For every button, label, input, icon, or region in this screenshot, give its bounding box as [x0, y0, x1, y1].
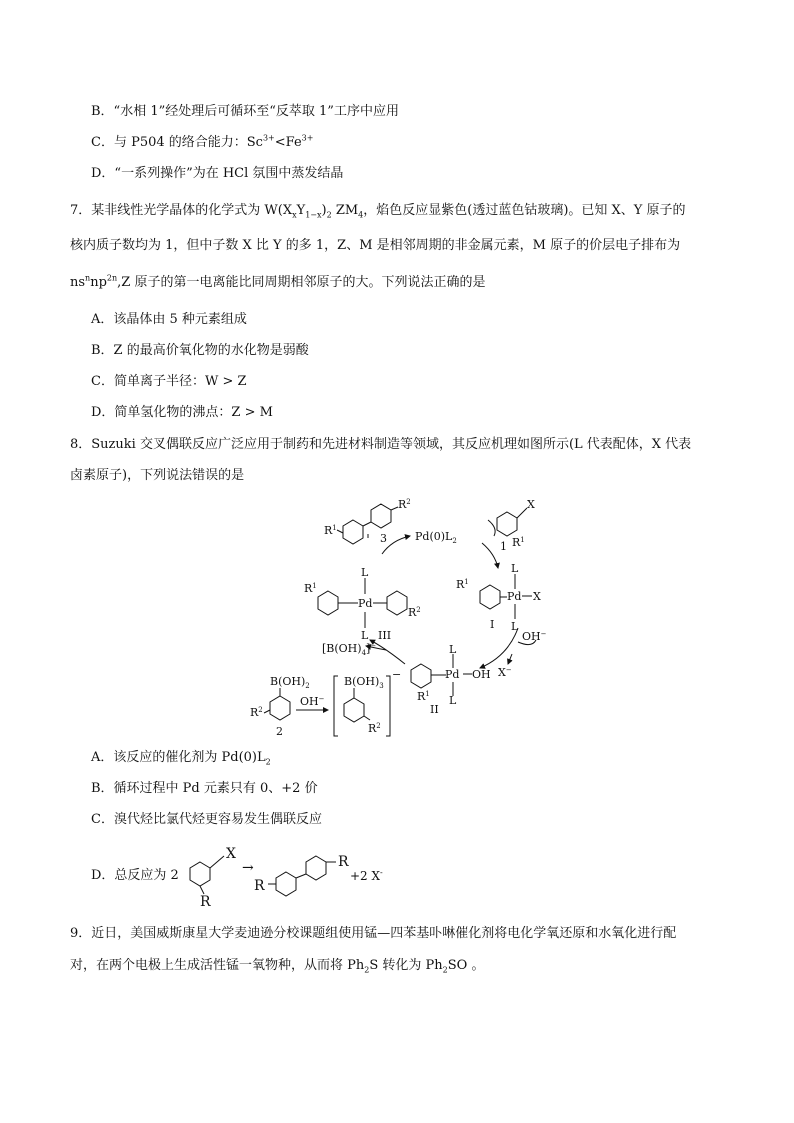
q8-option-b: B．循环过程中 Pd 元素只有 0、+2 价	[91, 781, 318, 796]
i-x: X	[533, 590, 541, 603]
iii-r2: $R^2$	[408, 606, 421, 619]
iii-label: III	[378, 629, 392, 642]
ring-reactant-1	[497, 512, 517, 536]
suzuki-mechanism-diagram	[240, 488, 580, 738]
reactant2-r2: $R^2$	[250, 706, 263, 719]
q7-stem-line1: 7．某非线性光学晶体的化学式为 $W(X_xY_{1-x})_2$ $ZM_4$，焰色反应显紫色(透过蓝色钴玻璃)。已知 X、Y 原子的	[70, 203, 686, 220]
ii-oh: OH	[472, 668, 491, 681]
boronate-boh3: $B(OH)_3$	[344, 675, 384, 690]
d-plus-x: +2 X-	[350, 868, 383, 883]
i-pd: Pd	[507, 590, 522, 603]
q7-stem-line2: 核内质子数均为 1，但中子数 X 比 Y 的多 1，Z、M 是相邻周期的非金属元素，M 原子的价层电子排布为	[70, 238, 681, 253]
ring-iii-right	[387, 591, 407, 615]
ring-iii-left	[318, 591, 338, 615]
catalyst-pd0: $Pd(0)L_2$	[415, 530, 457, 545]
borate-byproduct: $[B(OH)_4]^-$	[322, 642, 377, 657]
i-l-bottom: L	[511, 620, 519, 633]
q8-option-d-text: D．总反应为 2	[91, 868, 179, 883]
ii-pd: Pd	[445, 668, 460, 681]
iii-l-top: L	[361, 566, 369, 579]
d-ring-reactant	[190, 862, 210, 886]
label-3: 3	[380, 532, 387, 545]
q6-option-d: D．“一系列操作”为在 HCl 氛围中蒸发结晶	[91, 166, 344, 181]
reactant1-x: X	[527, 498, 535, 511]
d-ring-product-b	[306, 856, 326, 880]
i-l-top: L	[511, 562, 519, 575]
product-r2: $R^2$	[398, 498, 411, 511]
iii-l-bottom: L	[361, 629, 369, 642]
ring-ii	[411, 664, 431, 688]
q8-option-c: C．溴代烃比氯代烃更容易发生偶联反应	[91, 812, 322, 827]
ring-product-a	[343, 520, 363, 544]
iii-r1: $R^1$	[304, 582, 317, 595]
q7-option-b: B．Z 的最高价氧化物的水化物是弱酸	[91, 343, 309, 358]
ring-i	[480, 585, 500, 609]
d-r-right: R	[338, 854, 349, 870]
d-ring-product-a	[276, 872, 296, 896]
q7-stem-line3: $ns^nnp^{2n},Z$ 原子的第一电离能比同周期相邻原子的大。下列说法正确的是	[70, 273, 486, 290]
q8-option-a: A．该反应的催化剂为 $Pd(0)L_2$	[91, 750, 271, 767]
q9-stem-line2: 对，在两个电极上生成活性锰一氧物种，从而将 $Ph_2S$ 转化为 $Ph_2SO$ 。	[70, 958, 485, 975]
q8-stem-line1: 8．Suzuki 交叉偶联反应广泛应用于制药和先进材料制造等领域，其反应机理如图所示(L 代表配体，X 代表	[70, 437, 692, 452]
d-r: R	[200, 894, 211, 910]
boronate-r2: $R^2$	[368, 722, 381, 735]
ii-r1: $R^1$	[417, 690, 430, 703]
product-r1: $R^1$	[324, 524, 337, 537]
arrow-oh-minus: OH−	[300, 695, 325, 708]
d-x: X	[226, 846, 236, 862]
q8-option-d-equation	[178, 840, 418, 910]
oh-minus: OH−	[522, 630, 547, 643]
i-r1: $R^1$	[456, 578, 469, 591]
ii-label: II	[430, 703, 439, 716]
reactant1-r1: $R^1$	[512, 536, 525, 549]
iii-pd: Pd	[358, 597, 373, 610]
d-r-left: R	[254, 878, 265, 894]
q9-stem-line1: 9．近日，美国威斯康星大学麦迪逊分校课题组使用锰—四苯基卟啉催化剂将电化学氧还原和水氧化进行配	[70, 926, 677, 941]
d-arrow: →	[242, 860, 254, 876]
label-1: 1	[500, 540, 507, 553]
ii-l-top: L	[449, 643, 457, 656]
i-label: I	[490, 618, 495, 631]
q7-option-c: C．简单离子半径：W > Z	[91, 374, 247, 389]
label-2: 2	[276, 725, 283, 738]
q7-option-a: A．该晶体由 5 种元素组成	[91, 312, 247, 327]
ring-product-b	[371, 504, 391, 528]
q6-option-c: C．与 P504 的络合能力：$Sc^{3+}<Fe^{3+}$	[91, 133, 314, 150]
q7-option-d: D．简单氢化物的沸点：Z > M	[91, 405, 273, 420]
q6-option-b: B．“水相 1”经处理后可循环至“反萃取 1”工序中应用	[91, 104, 399, 119]
reactant2-boh2: $B(OH)_2$	[270, 675, 310, 690]
boronate-minus: −	[392, 668, 402, 681]
q8-stem-line2: 卤素原子)，下列说法错误的是	[70, 468, 245, 483]
x-minus: X−	[498, 666, 512, 679]
ring-boronate	[344, 698, 364, 722]
ring-reactant-2	[270, 696, 290, 720]
ii-l-bottom: L	[449, 694, 457, 707]
